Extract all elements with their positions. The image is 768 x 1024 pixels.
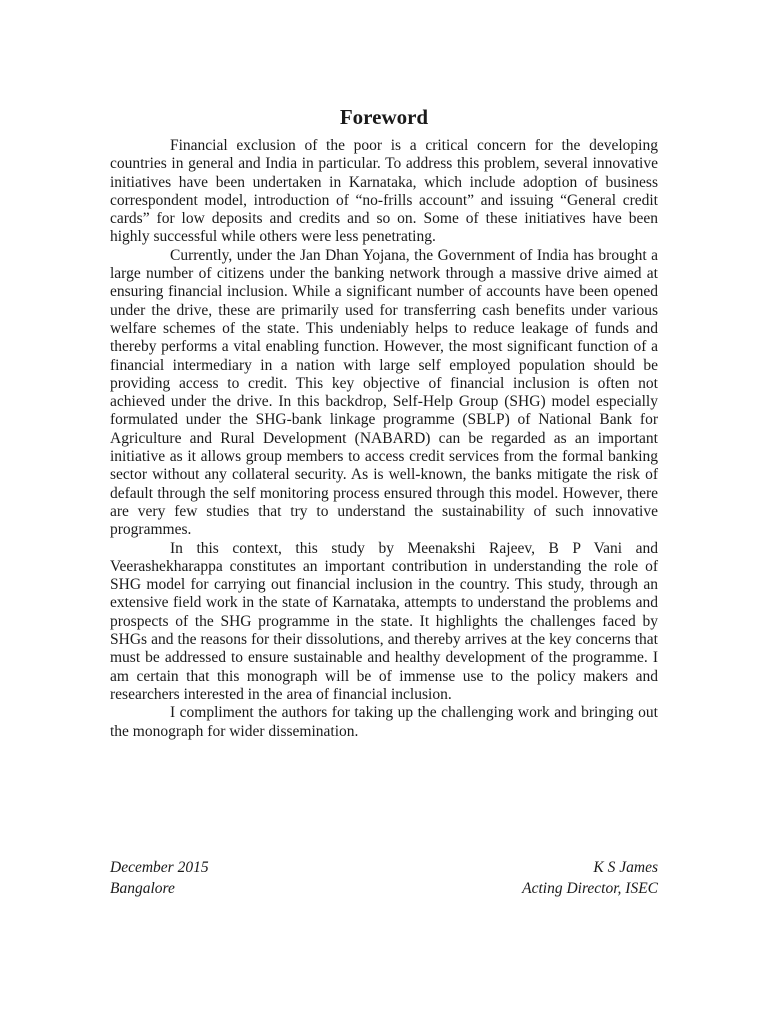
paragraph-1: Financial exclusion of the poor is a critical concern for the developing countries in general and India in particular. To address this problem, several innovative initiatives have been undertaken in Karnataka, which include adoption of business correspondent model, introduction of “no-frills account” and issuing “General credit cards” for low deposits and credits and so on. Some of these initiatives have been highly successful while others were less penetrating. <box>110 137 658 246</box>
foreword-body <box>110 137 658 741</box>
signature-block <box>110 858 658 899</box>
signature-place: Bangalore <box>110 879 175 897</box>
signature-row-1 <box>110 858 658 879</box>
page-title: Foreword <box>339 105 429 129</box>
foreword-page <box>110 102 658 897</box>
signature-row-2 <box>110 879 658 900</box>
signature-designation: Acting Director, ISEC <box>522 879 658 897</box>
paragraph-2: Currently, under the Jan Dhan Yojana, the Government of India has brought a large number of citizens under the banking network through a massive drive aimed at ensuring financial inclusion. While a significant number of accounts have been opened under the drive, these are primarily used for transferring cash benefits under various welfare schemes of the state. This undeniably helps to reduce leakage of funds and thereby performs a vital enabling function. However, the most significant function of a financial intermediary in a nation with large self employed population should be providing access to credit. This key objective of financial inclusion is often not achieved under the drive. In this backdrop, Self-Help Group (SHG) model especially formulated under the SHG-bank linkage programme (SBLP) of National Bank for Agriculture and Rural Development (NABARD) can be regarded as an important initiative as it allows group members to access credit services from the formal banking sector without any collateral security. As is well-known, the banks mitigate the risk of default through the self monitoring process ensured through this model. However, there are very few studies that try to understand the sustainability of such innovative programmes. <box>110 246 658 539</box>
paragraph-4: I compliment the authors for taking up the challenging work and bringing out the monograph for wider dissemination. <box>110 704 658 740</box>
signature-name: K S James <box>593 859 658 876</box>
signature-date: December 2015 <box>110 859 209 876</box>
paragraph-3: In this context, this study by Meenakshi Rajeev, B P Vani and Veerashekharappa constitutes an important contribution in understanding the role of SHG model for carrying out financial inclusion in the country. This study, through an extensive field work in the state of Karnataka, attempts to understand the problems and prospects of the SHG programme in the state. It highlights the challenges faced by SHGs and the reasons for their dissolutions, and thereby arrives at the key concerns that must be addressed to ensure sustainable and healthy development of the programme. I am certain that this monograph will be of immense use to the policy makers and researchers interested in the area of financial inclusion. <box>110 539 658 703</box>
